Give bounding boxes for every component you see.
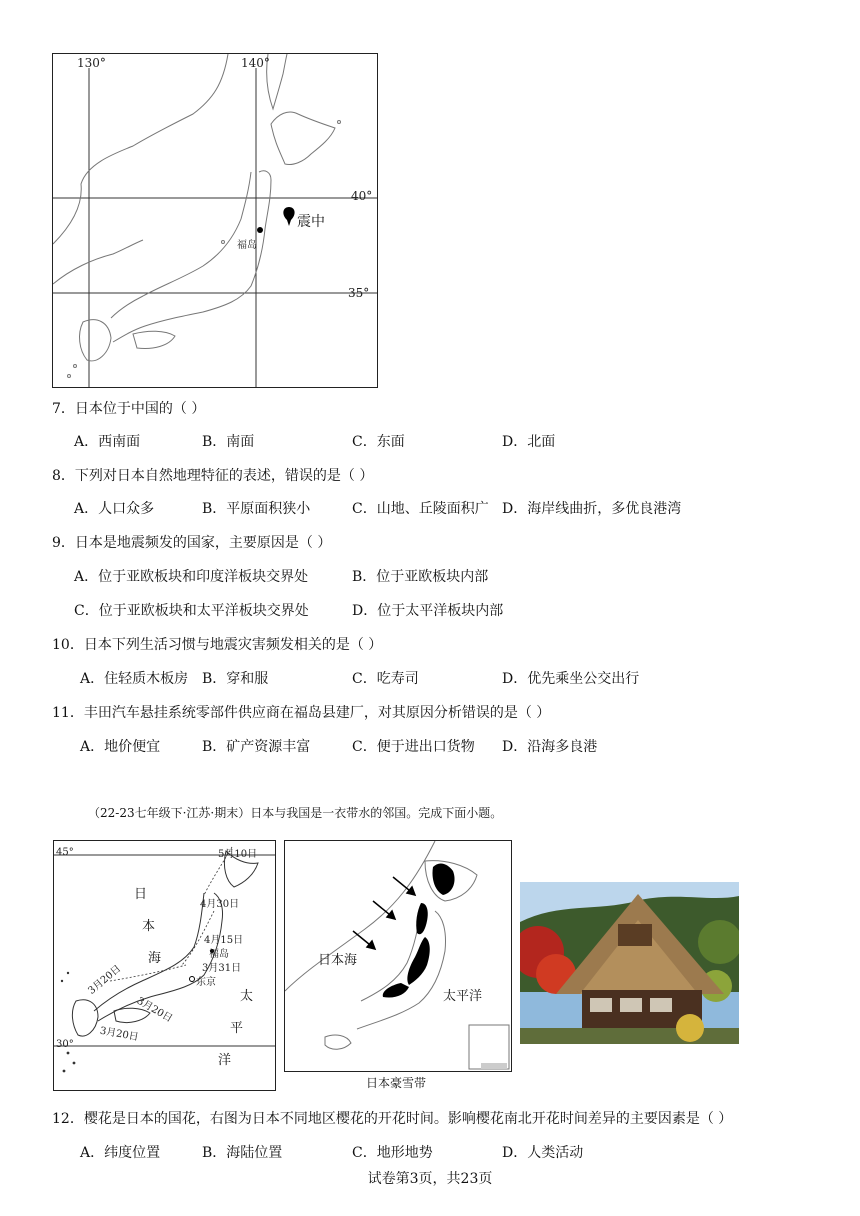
watermark-box [481,1063,507,1069]
japan-sea-char-3: 海 [148,951,162,966]
question-text: 樱花是日本的国花，右图为日本不同地区樱花的开花时间。影响樱花南北开花时间差异的主要因素是（ ） [83,1111,733,1127]
thatched-house-photo [520,882,739,1044]
option-c[interactable]: C．地形地势 [352,1145,433,1161]
option-a[interactable]: A．住轻质木板房 [80,671,189,687]
option-c[interactable]: C．便于进出口货物 [352,739,475,755]
pacific-char-1: 太 [240,989,254,1004]
question-number: 10． [52,637,84,653]
option-d[interactable]: D．人类活动 [502,1145,584,1161]
tokyo-point [190,977,195,982]
option-b[interactable]: B．平原面积狭小 [202,501,311,517]
lat-40-label: 40° [351,189,373,203]
option-c[interactable]: C．山地、丘陵面积广 [352,501,489,517]
date-label: 4月30日 [200,899,240,910]
epicenter-label: 震中 [297,214,325,230]
option-a[interactable]: A．人口众多 [74,501,155,517]
epicenter-pin-icon [283,207,294,226]
option-b[interactable]: B．矿产资源丰富 [202,739,311,755]
pacific-char-3: 洋 [218,1053,232,1068]
date-label: 3月20日 [134,995,175,1025]
option-c[interactable]: C．吃寿司 [352,671,419,687]
option-b[interactable]: B．南面 [202,434,255,450]
option-d[interactable]: D．优先乘坐公交出行 [502,671,640,687]
date-label: 3月20日 [86,963,124,997]
fukushima-label: 福岛 [209,949,229,960]
option-b[interactable]: B．海陆位置 [202,1145,283,1161]
pacific-label: 太平洋 [443,989,483,1004]
lat-45-label: 45° [56,847,74,858]
japan-outline-map-2 [54,841,275,1090]
question-number: 8． [52,468,75,484]
question-text: 丰田汽车悬挂系统零部件供应商在福岛县建厂，对其原因分析错误的是（ ） [83,705,551,721]
lon-140-label: 140° [241,56,270,70]
option-d[interactable]: D．海岸线曲折，多优良港湾 [502,501,682,517]
question-text: 日本位于中国的（ ） [74,401,206,417]
lat-30-label: 30° [56,1039,74,1050]
option-d[interactable]: D．位于太平洋板块内部 [352,603,504,619]
option-c[interactable]: C．位于亚欧板块和太平洋板块交界处 [74,603,309,619]
option-d[interactable]: D．沿海多良港 [502,739,598,755]
heavy-snow-belt-map [284,840,512,1072]
date-label: 3月31日 [202,963,242,974]
snow-belt-caption: 日本豪雪带 [366,1076,427,1090]
option-a[interactable]: A．地价便宜 [80,739,161,755]
lon-130-label: 130° [77,56,106,70]
japan-sea-char-2: 本 [142,919,156,934]
question-text: 日本是地震频发的国家，主要原因是（ ） [74,535,332,551]
tokyo-label: 东京 [196,977,216,988]
question-number: 7． [52,401,75,417]
fukushima-label: 福岛 [237,240,257,251]
japan-outline-map-1 [53,54,377,387]
fukushima-point [257,227,263,233]
question-text: 下列对日本自然地理特征的表述，错误的是（ ） [74,468,374,484]
japan-sea-label: 日本海 [318,953,358,968]
section-intro: （22-23七年级下·江苏·期末）日本与我国是一衣带水的邻国。完成下面小题。 [88,806,503,820]
japan-sea-char-1: 日 [134,887,148,902]
option-b[interactable]: B．穿和服 [202,671,269,687]
question-number: 12． [52,1111,84,1127]
option-b[interactable]: B．位于亚欧板块内部 [352,569,489,585]
date-label: 3月20日 [98,1025,140,1044]
option-d[interactable]: D．北面 [502,434,556,450]
lat-35-label: 35° [348,286,370,300]
option-a[interactable]: A．纬度位置 [80,1145,161,1161]
japan-earthquake-map [52,53,378,388]
pacific-char-2: 平 [230,1021,244,1036]
option-c[interactable]: C．东面 [352,434,405,450]
date-label: 4月15日 [204,935,244,946]
question-number: 9． [52,535,75,551]
question-text: 日本下列生活习惯与地震灾害频发相关的是（ ） [83,637,383,653]
cherry-blossom-map [53,840,276,1091]
page-footer: 试卷第3页，共23页 [367,1171,493,1187]
question-number: 11． [52,705,84,721]
option-a[interactable]: A．位于亚欧板块和印度洋板块交界处 [74,569,309,585]
date-label: 5月10日 [218,849,258,860]
option-a[interactable]: A．西南面 [74,434,141,450]
